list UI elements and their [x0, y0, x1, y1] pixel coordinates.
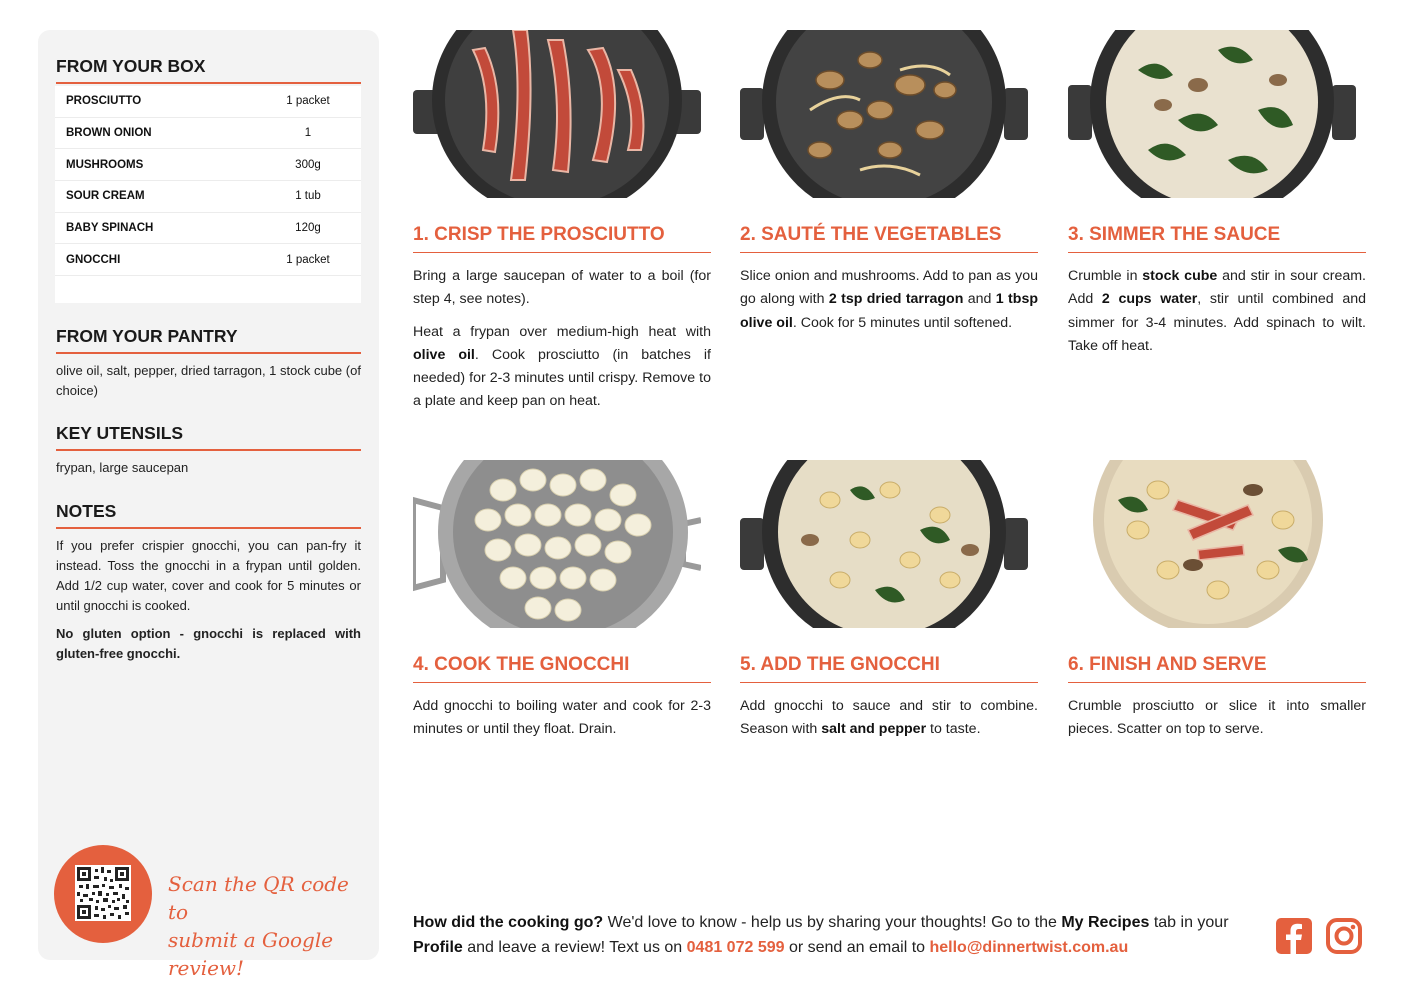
step-paragraph [413, 695, 711, 742]
step-text: Bring a large saucepan of water to a boil (for step 4, see notes). [413, 268, 711, 308]
step-paragraph [1068, 265, 1366, 358]
sidebar [38, 30, 379, 980]
ingredient-qty: 1 [304, 127, 312, 140]
step-text: Add gnocchi to boiling water and cook for 2-3 minutes or until they float. Drain. [413, 698, 711, 738]
step-2 [740, 30, 1038, 344]
ingredient-qty: 120g [295, 222, 321, 235]
step-text: and [963, 291, 996, 308]
qr-call-to-action [168, 870, 368, 982]
step-text: Slice onion and mushrooms. Add to pan as you go along with [740, 268, 1038, 308]
step-text: Heat a frypan over medium-high heat with [413, 323, 711, 340]
step-1-photo [413, 30, 701, 198]
step-text: to taste. [926, 721, 981, 738]
step-3-photo [1068, 30, 1356, 198]
step-text: Crumble prosciutto or slice it into smaller pieces. Scatter on top to serve. [1068, 698, 1366, 738]
ingredient-name: PROSCIUTTO [66, 95, 142, 108]
notes-title: NOTES [56, 501, 361, 529]
qr-cta-line-2: submit a Google review! [168, 928, 334, 980]
step-4-title: 4. COOK THE GNOCCHI [413, 654, 711, 683]
footer-question: How did the cooking go? [413, 914, 604, 931]
footer-text-3: and leave a review! Text us on [462, 939, 687, 956]
ingredient-qty: 1 packet [286, 253, 330, 266]
step-paragraph [413, 321, 711, 414]
step-1-body [413, 265, 711, 414]
footer-text-2: tab in your [1149, 914, 1229, 931]
ingredient-name: BABY SPINACH [66, 222, 154, 235]
step-6-body [1068, 695, 1366, 742]
ingredient-qty: 1 packet [286, 95, 330, 108]
instagram-icon[interactable] [1325, 917, 1363, 955]
utensils-text: frypan, large saucepan [56, 460, 189, 475]
step-5-body [740, 695, 1038, 742]
step-5-title: 5. ADD THE GNOCCHI [740, 654, 1038, 683]
from-your-pantry-title: FROM YOUR PANTRY [56, 326, 361, 354]
step-text: and stir in sour cream. Add [1068, 268, 1366, 308]
footer-my-recipes: My Recipes [1061, 914, 1150, 931]
footer-text-1: We'd love to know - help us by sharing your thoughts! Go to the [603, 914, 1062, 931]
step-text: Add gnocchi to sauce and stir to combine. Season with [740, 698, 1038, 738]
step-6-title: 6. FINISH AND SERVE [1068, 654, 1366, 683]
ingredients-table [55, 86, 361, 303]
bold-ingredient: salt and pepper [821, 721, 927, 738]
ingredient-row [55, 149, 361, 181]
bold-ingredient: stock cube [1142, 268, 1218, 284]
step-6-photo [1068, 460, 1356, 628]
ingredient-row [55, 244, 361, 276]
qr-badge[interactable] [54, 845, 152, 943]
step-4-photo [413, 460, 701, 628]
phone-link[interactable]: 0481 072 599 [686, 939, 785, 956]
from-your-box-title: FROM YOUR BOX [56, 56, 361, 84]
ingredient-row [55, 181, 361, 213]
email-link[interactable]: hello@dinnertwist.com.au [929, 939, 1129, 956]
ingredient-row [55, 118, 361, 150]
pantry-text: olive oil, salt, pepper, dried tarragon, 1 stock cube (of choice) [56, 363, 361, 398]
step-5 [740, 460, 1038, 751]
step-3-title: 3. SIMMER THE SAUCE [1068, 224, 1366, 253]
notes-gluten-text: No gluten option - gnocchi is replaced with gluten-free gnocchi. [56, 626, 361, 661]
step-1-title: 1. CRISP THE PROSCIUTTO [413, 224, 711, 253]
ingredient-name: GNOCCHI [66, 253, 121, 266]
ingredient-row [55, 213, 361, 245]
step-4 [413, 460, 711, 751]
step-paragraph [740, 265, 1038, 335]
step-4-body [413, 695, 711, 742]
qr-code[interactable] [75, 865, 131, 921]
ingredient-qty: 300g [295, 158, 321, 171]
step-text: . Cook prosciutto (in batches if needed) for 2-3 minutes until crispy. Remove to a plate and keep pan on heat. [413, 346, 711, 410]
step-paragraph [1068, 695, 1366, 742]
notes-text: If you prefer crispier gnocchi, you can pan-fry it instead. Toss the gnocchi in a frypan until golden. Add 1/2 cup water, cover and cook for 5 minutes or until gnocchi is cooked. [56, 538, 361, 613]
step-2-photo [740, 30, 1028, 198]
step-text: Crumble in [1068, 268, 1143, 284]
ingredient-name: SOUR CREAM [66, 190, 145, 203]
step-3 [1068, 30, 1366, 367]
footer-profile: Profile [413, 939, 463, 956]
step-1 [413, 30, 711, 423]
step-text: . Cook for 5 minutes until softened. [792, 314, 1013, 331]
qr-code-graphic [77, 867, 129, 919]
step-5-photo [740, 460, 1028, 628]
ingredient-row [55, 86, 361, 118]
step-paragraph [740, 695, 1038, 742]
ingredient-qty: 1 tub [295, 190, 321, 203]
feedback-footer [413, 910, 1263, 960]
step-3-body [1068, 265, 1366, 358]
ingredient-name: MUSHROOMS [66, 158, 144, 171]
step-paragraph [413, 265, 711, 312]
bold-ingredient: 2 tsp dried tarragon [828, 291, 964, 308]
step-text: , stir until combined and simmer for 3-4 minutes. Add spinach to wilt. Take off heat. [1068, 291, 1366, 354]
bold-ingredient: 2 cups water [1101, 291, 1198, 308]
step-2-title: 2. SAUTÉ THE VEGETABLES [740, 224, 1038, 253]
qr-cta-line-1: Scan the QR code to [168, 872, 349, 924]
ingredient-name: BROWN ONION [66, 127, 152, 140]
bold-ingredient: olive oil [413, 346, 475, 363]
key-utensils-title: KEY UTENSILS [56, 423, 361, 451]
step-2-body [740, 265, 1038, 335]
step-6 [1068, 460, 1366, 751]
footer-text-4: or send an email to [784, 939, 930, 956]
bold-ingredient: 1 tbsp olive oil [740, 291, 1039, 331]
facebook-icon[interactable] [1275, 917, 1313, 955]
